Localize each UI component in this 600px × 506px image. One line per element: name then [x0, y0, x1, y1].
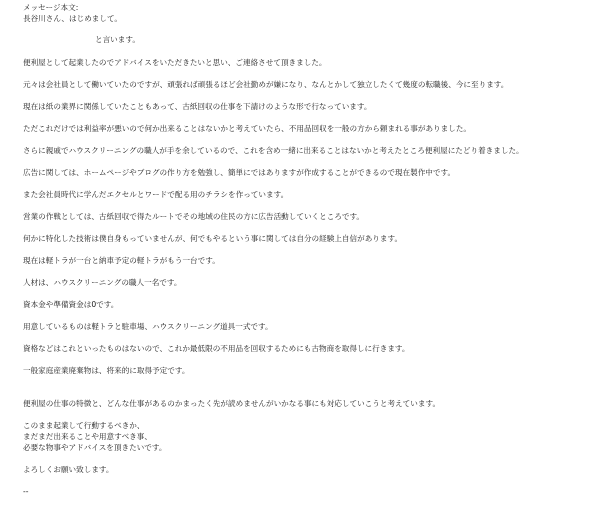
- paragraph: 現在は軽トラが一台と納車予定の軽トラがもう一台です。: [23, 256, 220, 265]
- message-header: メッセージ本文:: [23, 3, 79, 12]
- paragraph: 何かに特化した技術は僕自身もっていませんが、何でもやるという事に関しては自分の経験上自信があります。: [23, 234, 403, 243]
- sign-off: よろしくお願い致します。: [23, 465, 114, 474]
- signature-separator: --: [23, 487, 29, 496]
- closing-line: まだまだ出来ることや用意すべき事、: [23, 432, 152, 441]
- paragraph: 営業の作戦としては、古紙回収で得たルートでその地域の住民の方に広告活動していくところです。: [23, 212, 365, 221]
- paragraph: 人材は、ハウスクリーニングの職人一名です。: [23, 278, 182, 287]
- paragraph: 用意しているものは軽トラと駐車場、ハウスクリーニング道具一式です。: [23, 322, 273, 331]
- paragraph: 資格などはこれといったものはないので、これか最低限の不用品を回収するためにも古物商を取得しに行きます。: [23, 344, 410, 353]
- closing-line: 必要な物事やアドバイスを頂きたいです。: [23, 443, 167, 452]
- paragraph: 便利屋として起業したのでアドバイスをいただきたいと思い、ご連絡させて頂きました。: [23, 58, 327, 67]
- paragraph: ただこれだけでは利益率が悪いので何か出来ることはないかと考えていたら、不用品回収を一般の方から頼まれる事がありました。: [23, 124, 472, 133]
- paragraph: 便利屋の仕事の特徴と、どんな仕事があるのかまったく先が読めませんがいかなる事にも対応していこうと考えています。: [23, 399, 441, 408]
- paragraph: 一般家庭産業廃棄物は、将来的に取得予定です。: [23, 366, 190, 375]
- closing-line: このまま起業して行動するべきか、: [23, 421, 145, 430]
- message-body: [23, 0, 595, 497]
- greeting: 長谷川さん、はじめまして。: [23, 14, 123, 23]
- self-intro: と言います。: [95, 35, 140, 44]
- paragraph: また会社員時代に学んだエクセルとワードで配る用のチラシを作っています。: [23, 190, 289, 199]
- paragraph: 広告に関しては、ホームページやブログの作り方を勉強し、簡単にではありますが作成することができるので現在製作中です。: [23, 168, 456, 177]
- paragraph: 資本金や準備資金は0です。: [23, 300, 119, 309]
- paragraph: 現在は紙の業界に関係していたこともあって、古紙回収の仕事を下請けのような形で行なっています。: [23, 102, 372, 111]
- paragraph: さらに親戚でハウスクリーニングの職人が手を余しているので、これを含め一緒に出来ることはないかと考えたところ便利屋にたどり着きました。: [23, 146, 524, 155]
- paragraph: 元々は会社員として働いていたのですが、頑張れば頑張るほど会社勤めが嫌になり、なんとかして独立したくて幾度の転職後、今に至ります。: [23, 80, 509, 89]
